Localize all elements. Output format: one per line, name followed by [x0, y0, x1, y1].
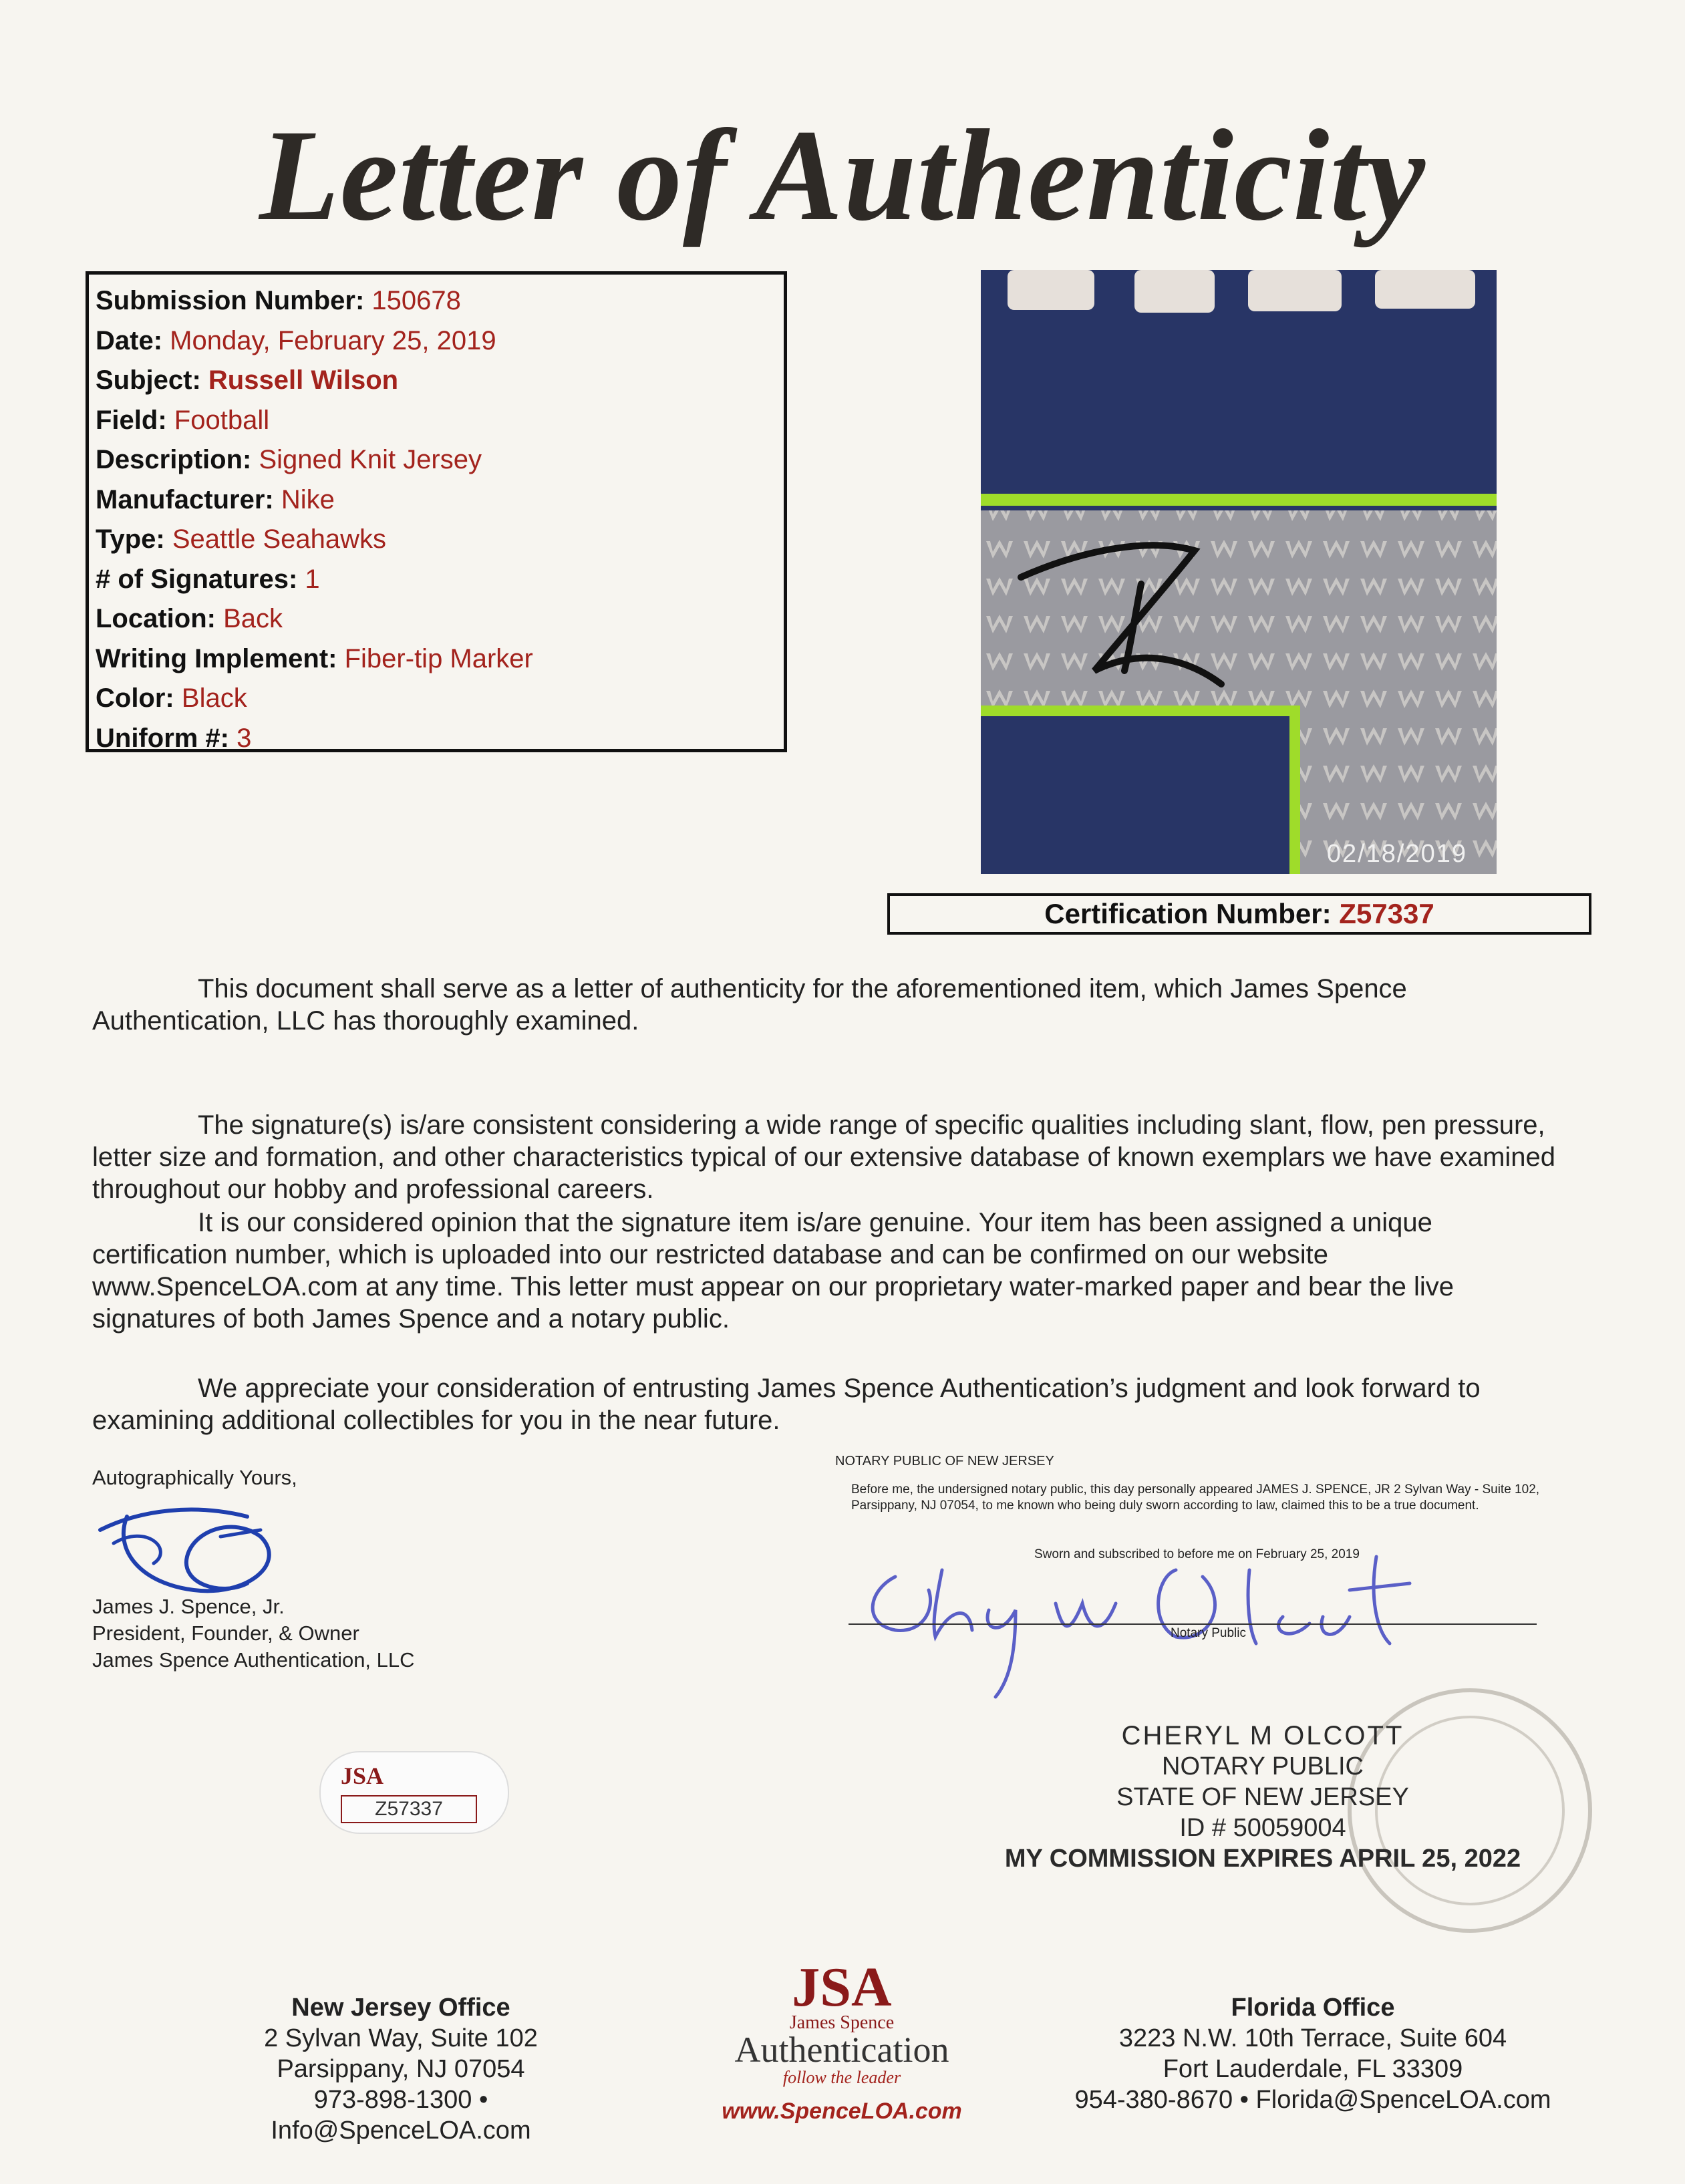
- jsa-footer-logo: [681, 1956, 1002, 2125]
- detail-value: Football: [174, 405, 270, 435]
- stamp-state: STATE OF NEW JERSEY: [1116, 1783, 1409, 1811]
- fl-office-address-2: Fort Lauderdale, FL 33309: [1163, 2055, 1463, 2083]
- detail-value: Monday, February 25, 2019: [170, 325, 496, 355]
- nj-office-contact: 973-898-1300 • Info@SpenceLOA.com: [271, 2086, 531, 2145]
- fl-office-title: Florida Office: [1231, 1994, 1395, 2022]
- detail-label: Description:: [96, 445, 252, 474]
- detail-label: Field:: [96, 405, 167, 435]
- detail-row-color: [96, 679, 784, 719]
- notary-heading: NOTARY PUBLIC OF NEW JERSEY: [835, 1454, 1054, 1468]
- detail-value: Fiber-tip Marker: [344, 643, 533, 673]
- stamp-name: CHERYL M OLCOTT: [1121, 1721, 1404, 1750]
- details-box: [86, 271, 787, 752]
- notary-statement: Before me, the undersigned notary public, this day personally appeared JAMES J. SPENCE, JR 2 Sylvan Way - Suite 102, Parsippany, NJ 07054, to me known who being duly sworn according to law, claimed this to be a true document.: [851, 1483, 1540, 1513]
- jersey-photo: [981, 270, 1497, 874]
- detail-label: Uniform #:: [96, 723, 229, 753]
- notary-stamp: [1002, 1720, 1523, 1874]
- detail-label: Color:: [96, 683, 174, 713]
- paragraph-1-text: This document shall serve as a letter of authenticity for the aforementioned item, which James Spence Authentication, LLC has thoroughly examined.: [92, 974, 1407, 1036]
- detail-value: Black: [181, 683, 247, 713]
- paragraph-4: [92, 1372, 1562, 1436]
- detail-row-date: [96, 321, 784, 361]
- cert-number: Z57337: [1339, 898, 1434, 929]
- footer-logo-tagline: follow the leader: [782, 2068, 901, 2087]
- detail-value: Russell Wilson: [208, 365, 399, 395]
- detail-row-subject: [96, 361, 784, 401]
- detail-value: Back: [223, 604, 283, 633]
- notary-signature-line: [849, 1623, 1537, 1625]
- closing-line: Autographically Yours,: [92, 1466, 297, 1489]
- detail-row-field: [96, 401, 784, 441]
- fl-office-contact: 954-380-8670 • Florida@SpenceLOA.com: [1074, 2086, 1551, 2114]
- detail-value: Signed Knit Jersey: [259, 445, 482, 474]
- stamp-expiration: MY COMMISSION EXPIRES APRIL 25, 2022: [1004, 1845, 1521, 1873]
- detail-label: # of Signatures:: [96, 564, 298, 594]
- paragraph-4-text: We appreciate your consideration of entrusting James Spence Authentication’s judgment and look forward to examining additional collectibles for you in the near future.: [92, 1374, 1481, 1435]
- detail-label: Date:: [96, 325, 163, 355]
- paragraph-2-text: The signature(s) is/are consistent considering a wide range of specific qualities including slant, flow, pen pressure, letter size and formation, and other characteristics typical of our extensive database of known exemplars we have examined throughout our hobby and professional careers.: [92, 1110, 1556, 1204]
- detail-row-implement: [96, 639, 784, 679]
- detail-row-description: [96, 440, 784, 480]
- notary-label: Notary Public: [1171, 1626, 1246, 1640]
- notary-sworn-line: Sworn and subscribed to before me on February 25, 2019: [1034, 1547, 1360, 1561]
- fl-office: [1016, 1992, 1610, 2115]
- detail-value: Seattle Seahawks: [172, 524, 387, 554]
- signer-name: James J. Spence, Jr.: [92, 1595, 285, 1618]
- footer-logo-jsa: JSA: [792, 1956, 892, 2018]
- nj-office-title: New Jersey Office: [291, 1994, 510, 2022]
- detail-row-signatures: [96, 560, 784, 600]
- signer-company: James Spence Authentication, LLC: [92, 1648, 415, 1672]
- cert-label: Certification Number:: [1044, 898, 1332, 929]
- signer-role: President, Founder, & Owner: [92, 1621, 359, 1645]
- jsa-hologram-sticker: [319, 1751, 509, 1834]
- detail-label: Type:: [96, 524, 165, 554]
- footer-logo-authentication: Authentication: [734, 2030, 949, 2070]
- stamp-id: ID # 50059004: [1179, 1814, 1346, 1842]
- footer-logo-james: James Spence: [789, 2012, 895, 2033]
- certification-box: [887, 893, 1591, 935]
- paragraph-3: [92, 1207, 1562, 1335]
- signer-block: [92, 1593, 415, 1674]
- sticker-logo: JSA: [341, 1762, 384, 1789]
- detail-value: Nike: [281, 484, 335, 514]
- footer-website-link[interactable]: www.SpenceLOA.com: [722, 2098, 962, 2124]
- sticker-number: Z57337: [341, 1795, 477, 1823]
- photo-date-stamp: 02/18/2019: [1326, 840, 1467, 868]
- spence-signature: [87, 1490, 307, 1603]
- nj-office: [180, 1992, 621, 2146]
- detail-label: Manufacturer:: [96, 484, 274, 514]
- detail-label: Subject:: [96, 365, 201, 395]
- detail-value: 1: [305, 564, 320, 594]
- detail-row-location: [96, 599, 784, 639]
- fl-office-address-1: 3223 N.W. 10th Terrace, Suite 604: [1118, 2024, 1507, 2052]
- detail-row-uniform: [96, 719, 784, 759]
- stamp-title: NOTARY PUBLIC: [1162, 1752, 1364, 1780]
- nj-office-address-1: 2 Sylvan Way, Suite 102: [264, 2024, 538, 2052]
- detail-row-type: [96, 520, 784, 560]
- detail-label: Location:: [96, 604, 216, 633]
- detail-value: 3: [237, 723, 252, 753]
- detail-label: Writing Implement:: [96, 643, 337, 673]
- nj-office-address-2: Parsippany, NJ 07054: [277, 2055, 525, 2083]
- detail-row-manufacturer: [96, 480, 784, 520]
- detail-value: 150678: [371, 286, 461, 315]
- paragraph-3-text: It is our considered opinion that the signature item is/are genuine. Your item has been assigned a unique certification number, which is uploaded into our restricted database and can be confirmed on our website www.SpenceLOA.com at any time. This letter must appear on our proprietary water-marked paper and bear the live signatures of both James Spence and a notary public.: [92, 1208, 1454, 1334]
- paragraph-1: [92, 973, 1562, 1037]
- detail-label: Submission Number:: [96, 286, 365, 315]
- document-title: Letter of Authenticity: [259, 103, 1426, 248]
- detail-row-submission: [96, 281, 784, 321]
- paragraph-2: [92, 1109, 1562, 1205]
- jersey-photo-graphic: [981, 270, 1497, 874]
